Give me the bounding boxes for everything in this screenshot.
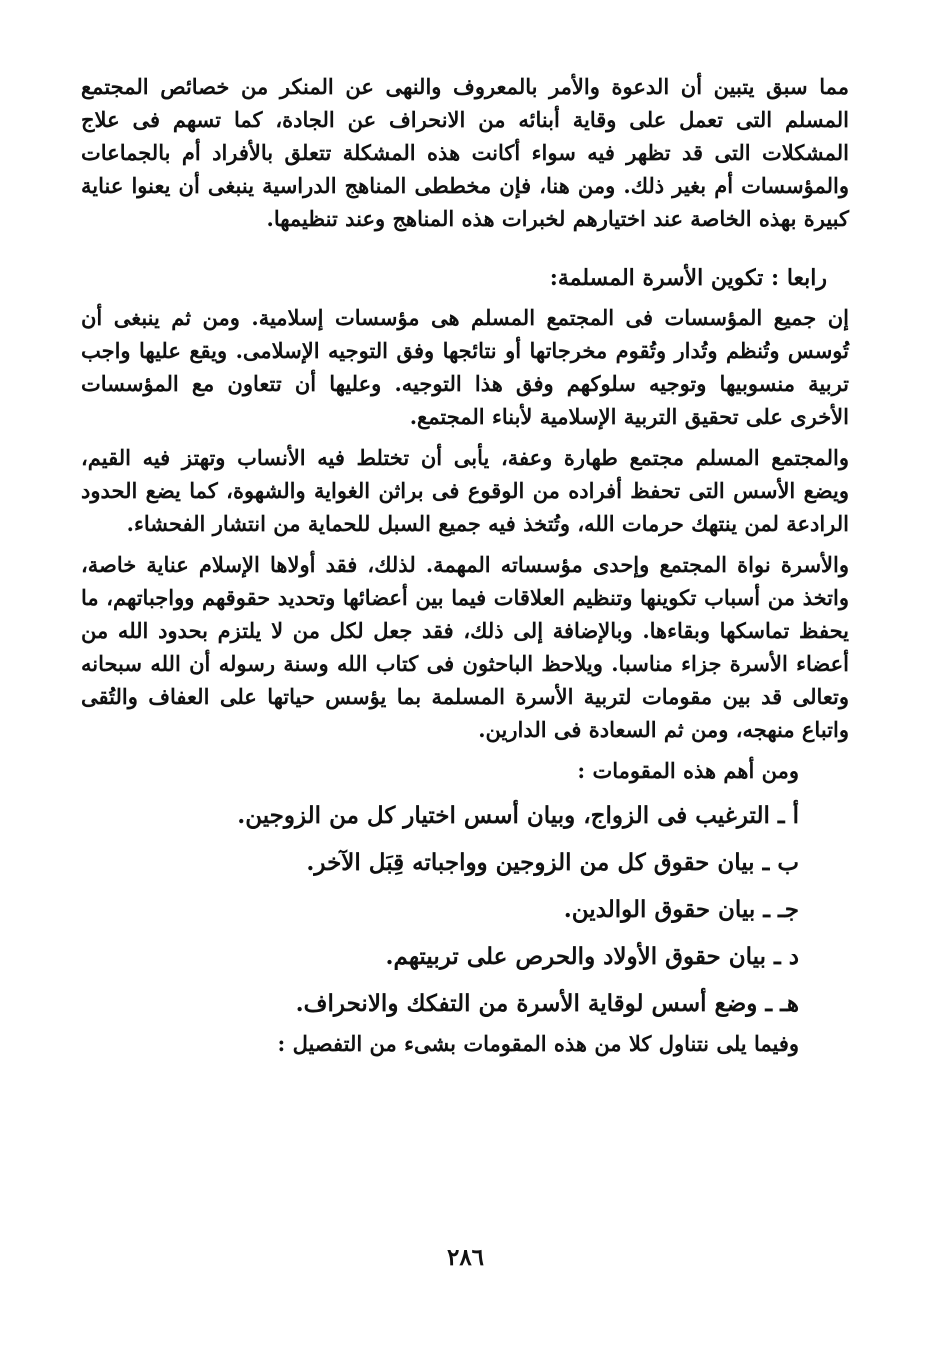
page-body [81, 70, 849, 1061]
paragraph-society: والمجتمع المسلم مجتمع طهارة وعفة، يأبى أن تختلط فيه الأنساب وتهتز فيه القيم، ويضع الأسس التى تحفظ أفراده من الوقوع فى براثن الغواية والشهوة، كما يضع الحدود الرادعة لمن ينتهك حرمات الله، وتُتخذ فيه جميع السبل للحماية من انتشار الفحشاء. [81, 445, 849, 536]
paragraph-family: والأسرة نواة المجتمع وإحدى مؤسساته المهمة. لذلك، فقد أولاها الإسلام عناية خاصة، واتخذ من أسباب تكوينها وتنظيم العلاقات فيما بين أعضائها وتحديد حقوقهم وواجباتهم، ما يحفظ تماسكها وبقاءها. وبالإضافة إلى ذلك، فقد جعل لكل من لا يلتزم بحدود الله من أعضاء الأسرة جزاء مناسبا. ويلاحظ الباحثون فى كتاب الله وسنة رسوله أن الله سبحانه وتعالى قد بين مقومات لتربية الأسرة المسلمة بما يؤسس حياتها على العفاف والتُقى واتباع منهجه، ومن ثم السعادة فى الدارين. [81, 552, 849, 742]
page-number: ٢٨٦ [446, 1244, 485, 1271]
list-item: د ـ بيان حقوق الأولاد والحرص على تربيتهم. [385, 943, 799, 970]
list-intro: ومن أهم هذه المقومات : [577, 758, 799, 783]
section-heading: رابعا : تكوين الأسرة المسلمة: [549, 265, 827, 291]
paragraph-intro: مما سبق يتبين أن الدعوة والأمر بالمعروف والنهى عن المنكر من خصائص المجتمع المسلم التى تعمل على وقاية أبنائه من الانحراف عن الجادة، كما تسهم فى علاج المشكلات التى قد تظهر فيه سواء أكانت هذه المشكلة تتعلق بالأفراد أم بالجماعات والمؤسسات أم بغير ذلك. ومن هنا، فإن مخططى المناهج الدراسية ينبغى أن يعنوا عناية كبيرة بهذه الخاصة عند اختيارهم لخبرات هذه المناهج وعند تنظيمها. [81, 74, 849, 231]
list-item: جـ ـ بيان حقوق الوالدين. [563, 896, 799, 923]
list-item: ب ـ بيان حقوق كل من الزوجين وواجباته قِبَل الآخر. [306, 849, 799, 876]
paragraph-institutions: إن جميع المؤسسات فى المجتمع المسلم هى مؤسسات إسلامية. ومن ثم ينبغى أن تُوسس وتُنظم وتُدار وتُقوم مخرجاتها أو نتائجها وفق التوجيه الإسلامى. ويقع عليها واجب تربية منسوبيها وتوجيه سلوكهم وفق هذا التوجيه. وعليها أن تتعاون مع المؤسسات الأخرى على تحقيق التربية الإسلامية لأبناء المجتمع. [81, 305, 849, 429]
components-list [81, 792, 849, 1027]
list-item: أ ـ الترغيب فى الزواج، وبيان أسس اختيار كل من الزوجين. [237, 802, 799, 829]
list-item: هـ ـ وضع أسس لوقاية الأسرة من التفكك والانحراف. [295, 990, 799, 1017]
closing-line: وفيما يلى نتناول كلا من هذه المقومات بشىء من التفصيل : [277, 1031, 799, 1056]
